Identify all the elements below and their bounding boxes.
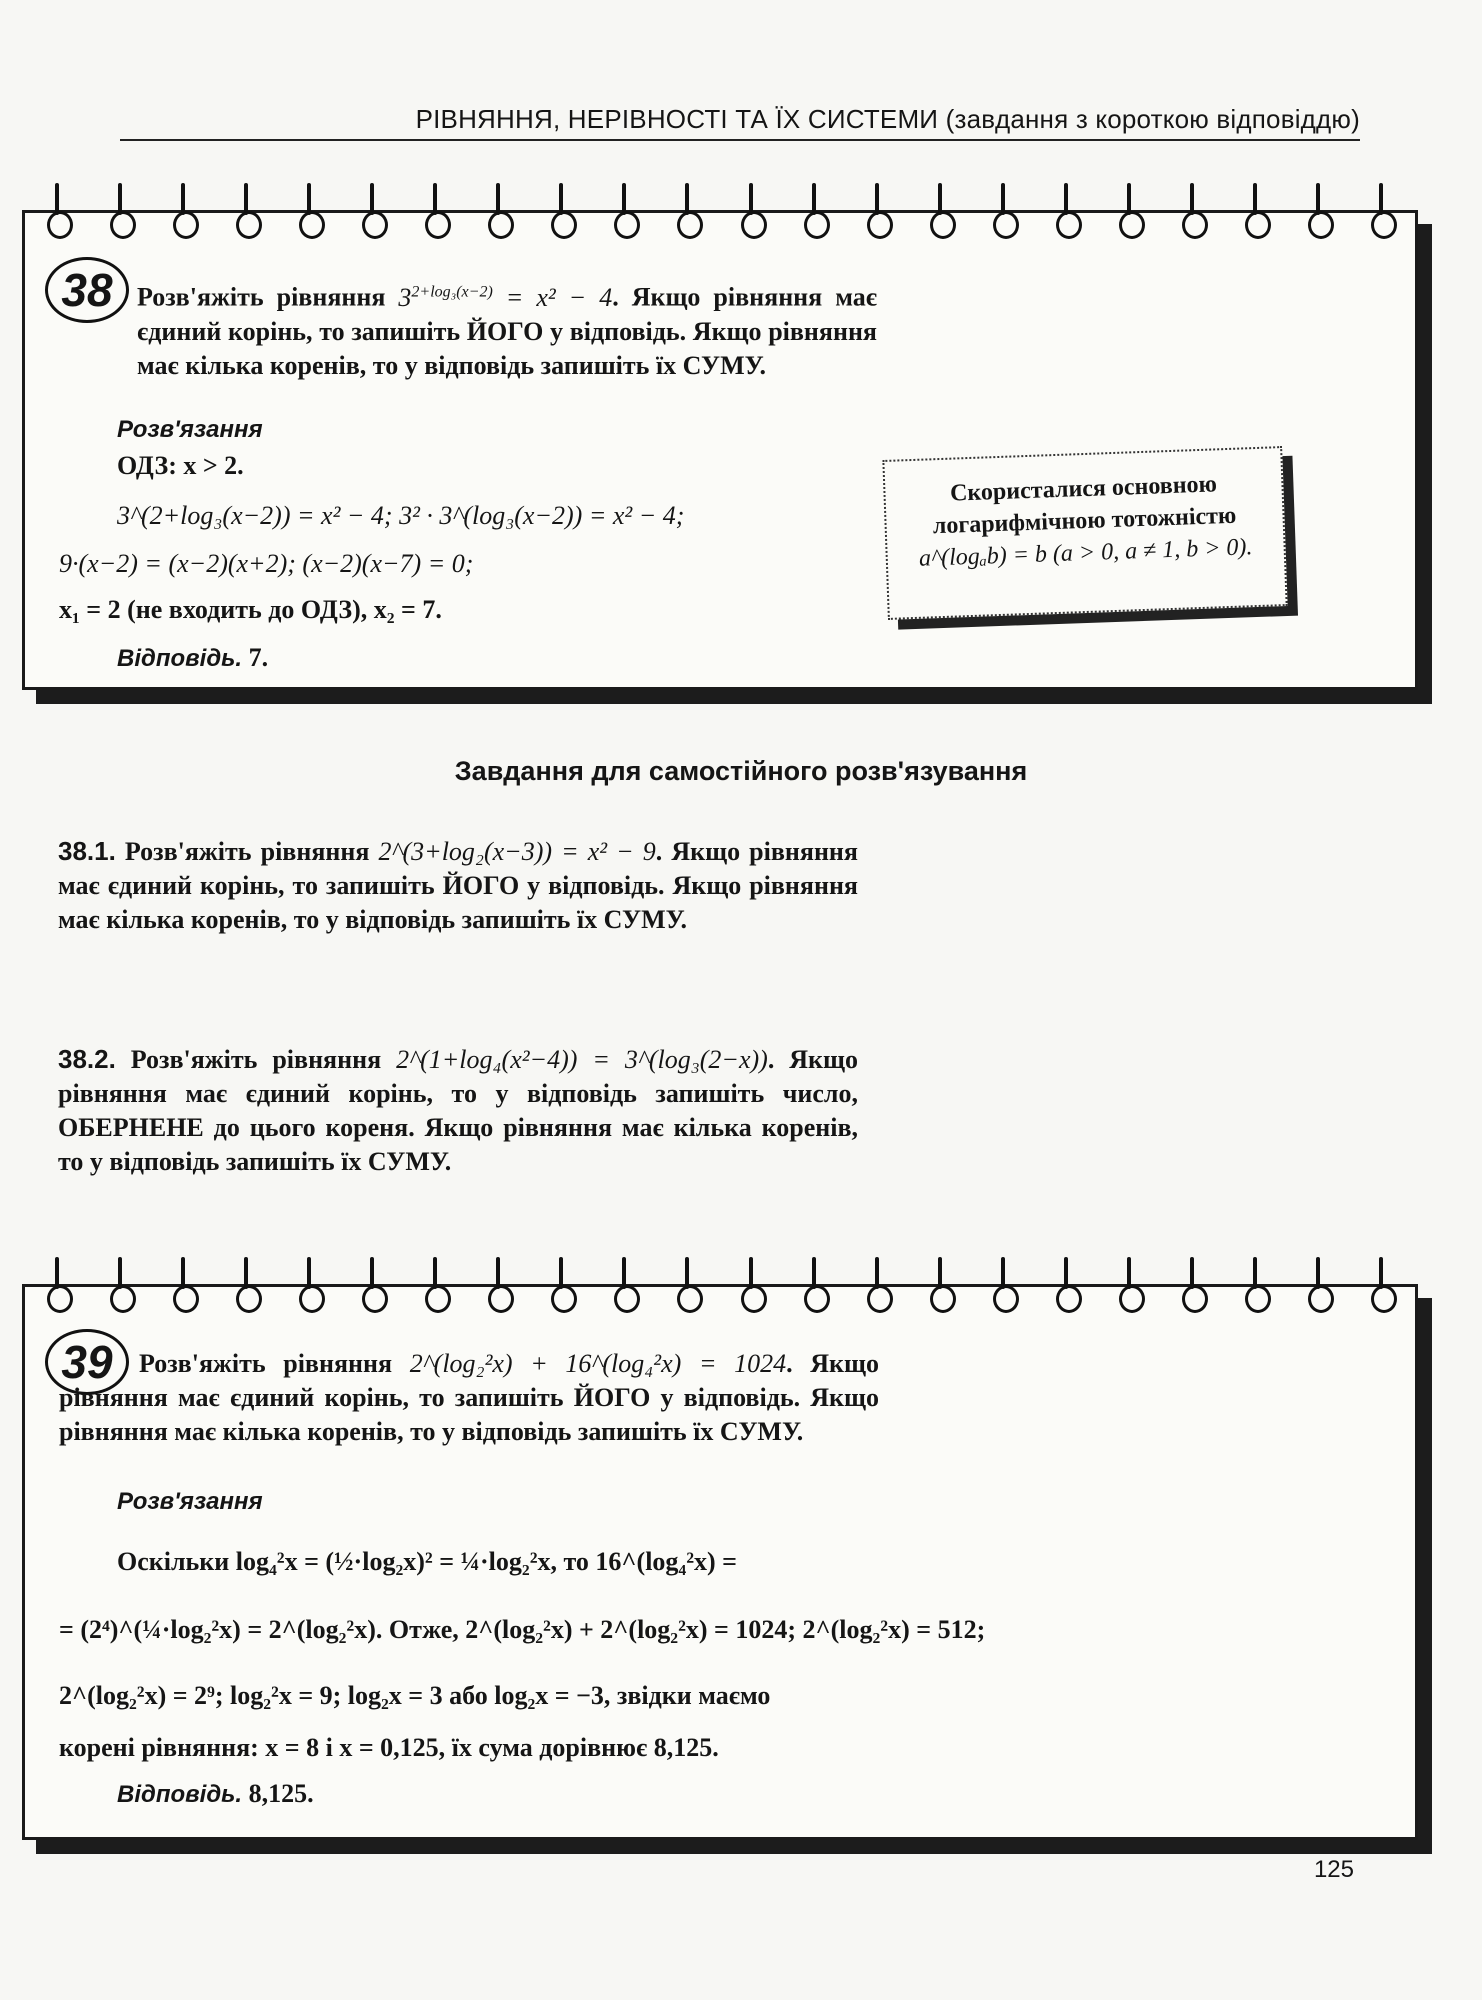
solution-step-3: x₁ = 2 (не входить до ОДЗ), x₂ = 7. bbox=[59, 595, 442, 624]
task-38-2: 38.2. Розв'яжіть рівняння 2^(1+log₄(x²−4)) = 3^(log₃(2−x)). Якщо рівняння має єдиний корінь, то у відповідь запишіть число, ОБЕРНЕНЕ до цього кореня. Якщо рівняння має кілька коренів, то у відповідь запишіть їх СУМУ. bbox=[58, 1044, 858, 1176]
solution-line-3: 2^(log₂²x) = 2⁹; log₂²x = 9; log₂x = 3 або log₂x = −3, звідки маємо bbox=[59, 1681, 771, 1710]
task-number-badge: 38 bbox=[45, 257, 129, 323]
solution-line-4: корені рівняння: x = 8 і x = 0,125, їх сума дорівнює 8,125. bbox=[59, 1733, 719, 1762]
solution-odz: ОДЗ: x > 2. bbox=[117, 451, 244, 480]
section-title: Завдання для самостійного розв'язування bbox=[454, 756, 1028, 786]
answer: Відповідь. 7. bbox=[117, 643, 269, 672]
solution-line-2: = (2⁴)^(¼·log₂²x) = 2^(log₂²x). Отже, 2^(log₂²x) + 2^(log₂²x) = 1024; 2^(log₂²x) = 512; bbox=[59, 1615, 986, 1644]
running-header: РІВНЯННЯ, НЕРІВНОСТІ ТА ЇХ СИСТЕМИ (завдання з короткою відповіддю) bbox=[120, 104, 1360, 141]
problem-statement: Розв'яжіть рівняння $3^{2+log_3(x-2)} = x^2 - 4$. Якщо рівняння має єдиний корінь, то запишіть ЙОГО у відповідь. Якщо рівняння має кілька коренів, то у відповідь запишіть їх СУМУ. bbox=[137, 282, 877, 380]
solution-label: Розв'язання bbox=[117, 1488, 263, 1515]
task-number-badge: 39 bbox=[45, 1329, 129, 1395]
problem-statement: Розв'яжіть рівняння 2^(log₂²x) + 16^(log₄²x) = 1024. Якщо рівняння має єдиний корінь, то запишіть ЙОГО у відповідь. Якщо рівняння має кілька коренів, то у відповідь запишіть їх СУМУ. bbox=[59, 1349, 879, 1446]
task-38-1: 38.1. Розв'яжіть рівняння 2^(3+log₂(x−3)) = x² − 9. Якщо рівняння має єдиний корінь, то запишіть ЙОГО у відповідь. Якщо рівняння має кілька коренів, то у відповідь запишіть їх СУМУ. bbox=[58, 836, 858, 934]
hint-note: Скористалися основною логарифмічною тотожністю a^(logₐb) = b (a > 0, a ≠ 1, b > 0). bbox=[882, 446, 1287, 620]
answer: Відповідь. 8,125. bbox=[117, 1779, 314, 1808]
spiral-binding bbox=[43, 183, 1397, 243]
solution-label: Розв'язання bbox=[117, 416, 263, 443]
page-number: 125 bbox=[1313, 1856, 1354, 1883]
worked-example-38 bbox=[22, 210, 1418, 690]
spiral-binding bbox=[43, 1257, 1397, 1317]
solution-step-2: 9·(x−2) = (x−2)(x+2); (x−2)(x−7) = 0; bbox=[59, 549, 474, 578]
solution-step-1: 3^(2+log₃(x−2)) = x² − 4; 3² · 3^(log₃(x−2)) = x² − 4; bbox=[117, 501, 685, 530]
solution-line-1: Оскільки log₄²x = (½·log₂x)² = ¼·log₂²x, то 16^(log₄²x) = bbox=[117, 1547, 737, 1576]
worked-example-39 bbox=[22, 1284, 1418, 1840]
